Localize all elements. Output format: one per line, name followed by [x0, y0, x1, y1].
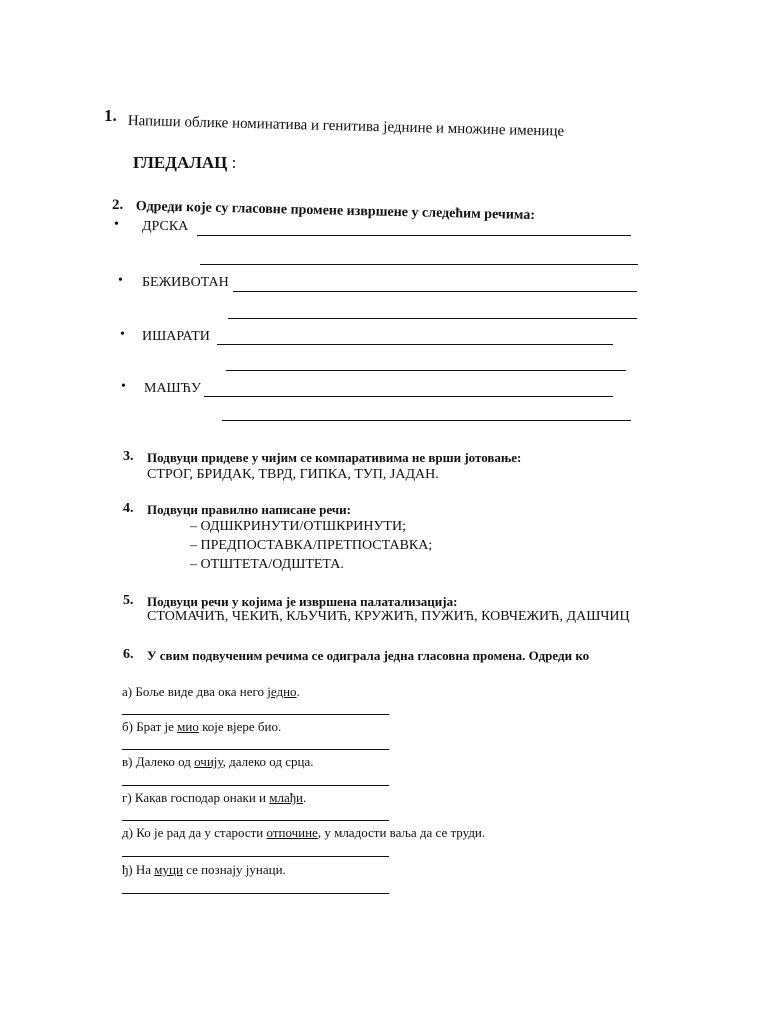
- sentence-text: г) Какав господар онаки и: [122, 790, 270, 805]
- bullet-icon: •: [114, 217, 119, 232]
- q2-item-isharati: ИШАРАТИ: [142, 329, 210, 344]
- sentence-text: , у младости ваља да се труди.: [317, 825, 486, 840]
- answer-line[interactable]: [122, 749, 389, 750]
- answer-line[interactable]: [233, 291, 637, 292]
- q5-words: СТОМАЧИЋ, ЧЕКИЋ, КЉУЧИЋ, КРУЖИЋ, ПУЖИЋ, КОВЧЕЖИЋ, ДАШЧИЦ: [147, 609, 630, 624]
- q6-sentence: [122, 790, 306, 806]
- sentence-text: а) Боље виде два ока него: [122, 684, 268, 699]
- q3-number: 3.: [123, 449, 134, 464]
- q6-number: 6.: [123, 647, 134, 662]
- q3-words: СТРОГ, БРИДАК, ТВРД, ГИПКА, ТУП, ЈАДАН.: [147, 467, 439, 482]
- answer-line[interactable]: [200, 264, 638, 265]
- sentence-text: ђ) На: [122, 862, 155, 877]
- underlined-word: очију: [194, 754, 223, 769]
- q1-number: 1.: [104, 106, 117, 125]
- q4-text: Подвуци правилно написане речи:: [147, 502, 351, 517]
- sentence-text: .: [296, 684, 300, 699]
- q6-sentence: [122, 825, 485, 841]
- q6-text: У свим подвученим речима се одиграла једна гласовна промена. Одреди ко: [147, 648, 590, 663]
- q1-word-colon: :: [227, 153, 237, 172]
- sentence-text: , далеко од срца.: [222, 754, 314, 769]
- q4-option: – ПРЕДПОСТАВКА/ПРЕТПОСТАВКА;: [190, 538, 433, 553]
- q1-text: Напиши облике номинатива и генитива једнине и множине именице: [127, 113, 565, 140]
- answer-line[interactable]: [122, 714, 389, 715]
- bullet-icon: •: [120, 327, 125, 342]
- q6-sentence: [122, 754, 314, 770]
- sentence-text: које вјере био.: [198, 719, 282, 734]
- answer-line[interactable]: [228, 318, 637, 319]
- q5-text: Подвуци речи у којима је извршена палатализација:: [147, 594, 458, 609]
- underlined-word: мио: [177, 719, 199, 734]
- q4-option: – ОДШКРИНУТИ/ОТШКРИНУТИ;: [190, 519, 406, 534]
- q6-sentence: [122, 684, 300, 700]
- sentence-text: се познају јунаци.: [182, 862, 286, 877]
- underlined-word: једно: [267, 684, 297, 699]
- sentence-text: .: [302, 790, 307, 805]
- sentence-text: б) Брат је: [122, 719, 178, 734]
- answer-line[interactable]: [122, 785, 389, 786]
- answer-line[interactable]: [122, 820, 389, 821]
- answer-line[interactable]: [204, 396, 613, 397]
- q2-number: 2.: [112, 197, 124, 213]
- answer-line[interactable]: [222, 420, 631, 421]
- answer-line[interactable]: [122, 893, 389, 894]
- q2-item-bezhivotan: БЕЖИВОТАН: [142, 275, 229, 290]
- bullet-icon: •: [121, 379, 126, 394]
- q4-number: 4.: [123, 501, 134, 516]
- q1-word-text: ГЛЕДАЛАЦ: [133, 153, 228, 172]
- underlined-word: муци: [154, 862, 183, 877]
- q6-sentence: [122, 862, 286, 878]
- answer-line[interactable]: [226, 370, 626, 371]
- q2-item-mashchu: МАШЋУ: [144, 381, 201, 396]
- underlined-word: отпочине: [266, 825, 318, 840]
- answer-line[interactable]: [197, 235, 631, 236]
- q6-sentence: [122, 719, 281, 735]
- answer-line[interactable]: [217, 344, 613, 345]
- q2-item-drska: ДРСКА: [142, 219, 189, 234]
- sentence-text: д) Ко је рад да у старости: [122, 825, 267, 840]
- q2-text: Одреди које су гласовне промене извршене у следећим речима:: [135, 199, 536, 224]
- underlined-word: млађи: [269, 790, 303, 805]
- q5-number: 5.: [123, 593, 134, 608]
- q3-text: Подвуци придеве у чијим се компаративима не врши јотовање:: [147, 450, 522, 465]
- sentence-text: в) Далеко од: [122, 754, 195, 769]
- bullet-icon: •: [118, 273, 123, 288]
- answer-line[interactable]: [122, 856, 389, 857]
- q1-word: [133, 153, 236, 173]
- q4-option: – ОТШТЕТА/ОДШТЕТА.: [190, 557, 344, 572]
